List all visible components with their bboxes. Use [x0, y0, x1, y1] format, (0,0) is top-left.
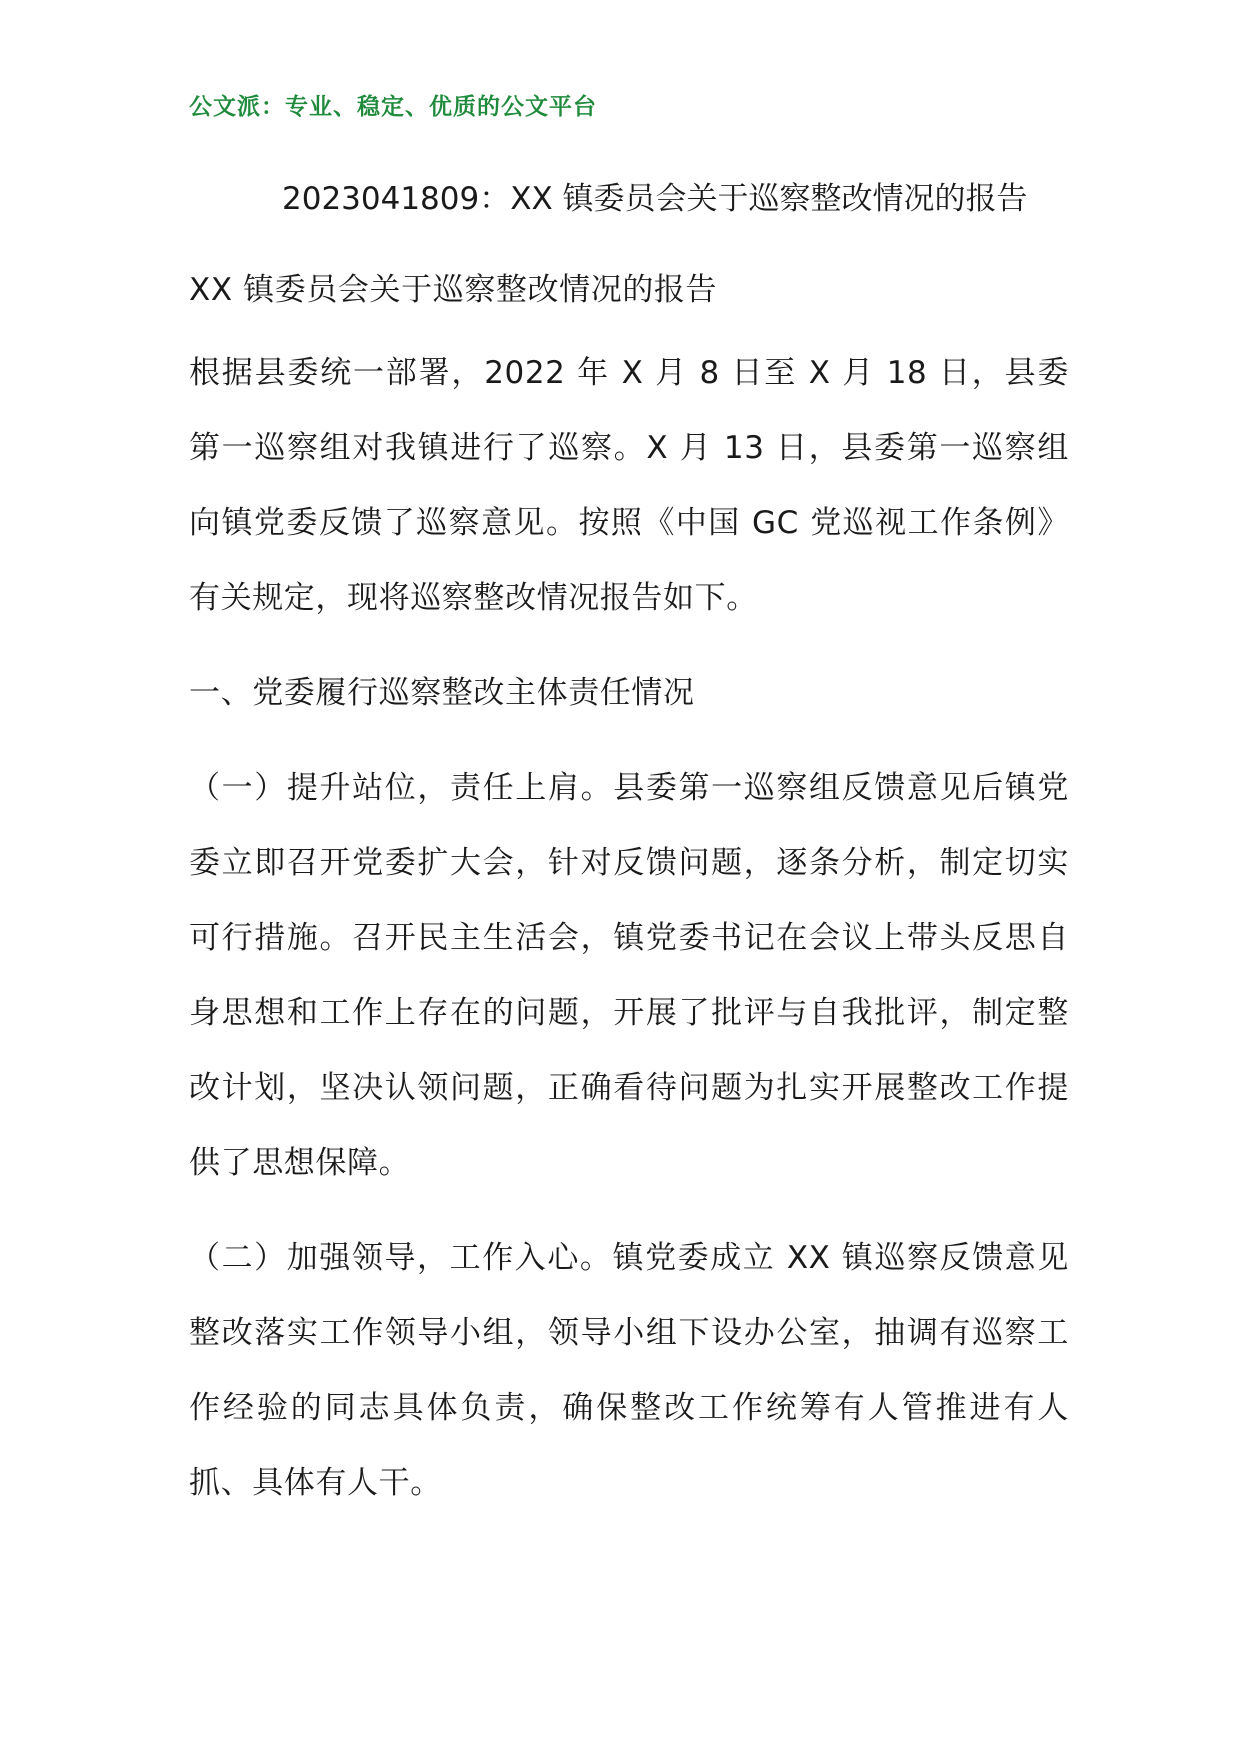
paragraph-intro: 根据县委统一部署，2022 年 X 月 8 日至 X 月 18 日，县委第一巡察组对我镇进行了巡察。X 月 13 日，县委第一巡察组向镇党委反馈了巡察意见。按照《中国 GC 党巡视工作条例》有关规定，现将巡察整改情况报告如下。: [189, 355, 1069, 616]
document-subtitle: XX 镇委员会关于巡察整改情况的报告: [189, 272, 718, 308]
paragraph-item-1: （一）提升站位，责任上肩。县委第一巡察组反馈意见后镇党委立即召开党委扩大会，针对反馈问题，逐条分析，制定切实可行措施。召开民主生活会，镇党委书记在会议上带头反思自身思想和工作上存在的问题，开展了批评与自我批评，制定整改计划，坚决认领问题，正确看待问题为扎实开展整改工作提供了思想保障。: [189, 770, 1069, 1181]
paragraph-item-2: （二）加强领导，工作入心。镇党委成立 XX 镇巡察反馈意见整改落实工作领导小组，领导小组下设办公室，抽调有巡察工作经验的同志具体负责，确保整改工作统筹有人管推进有人抓、具体有人干。: [189, 1240, 1069, 1501]
site-banner: 公文派：专业、稳定、优质的公文平台: [189, 94, 597, 120]
document-title: 2023041809：XX 镇委员会关于巡察整改情况的报告: [282, 181, 1028, 217]
document-body: [189, 260, 1069, 1541]
section-heading: 一、党委履行巡察整改主体责任情况: [189, 675, 695, 711]
